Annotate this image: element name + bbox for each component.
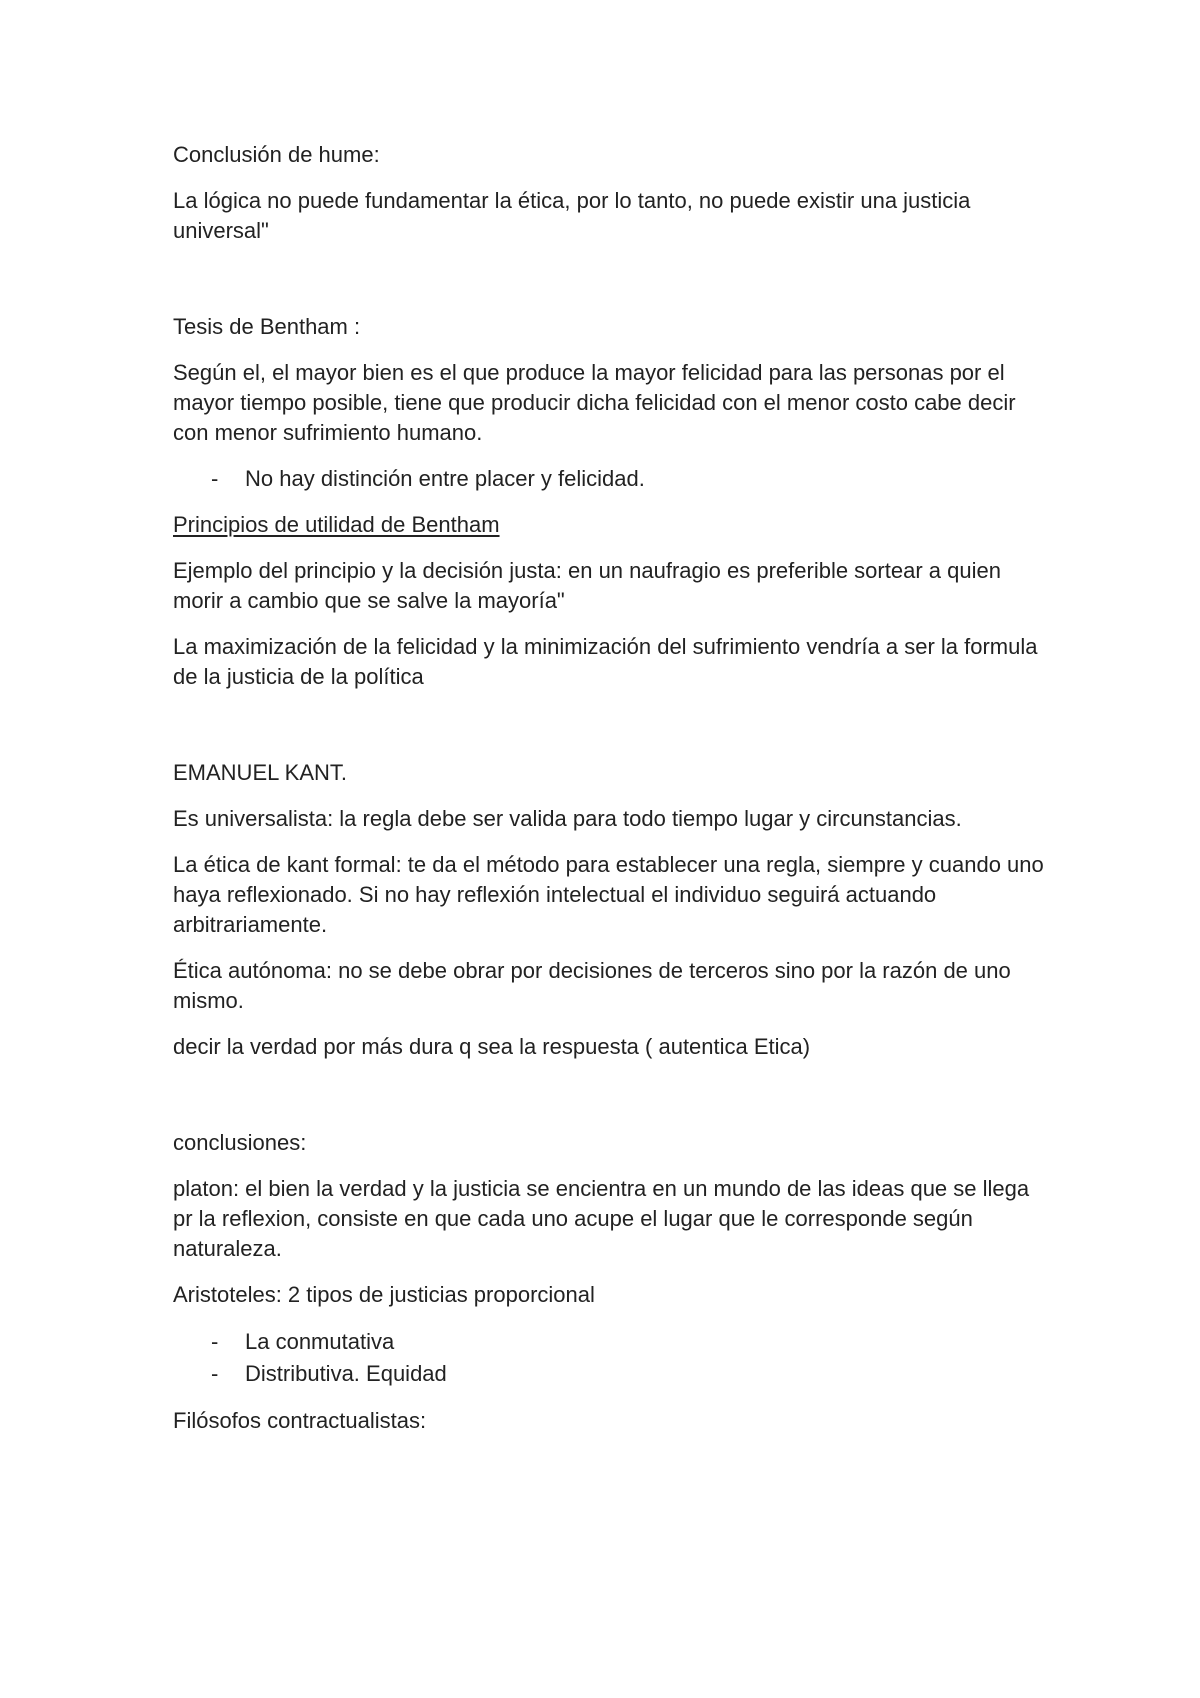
- list-item-text: No hay distinción entre placer y felicidad.: [245, 466, 645, 491]
- list-item: [173, 1326, 1050, 1358]
- dash-bullet-icon: -: [211, 466, 219, 491]
- kant-truth: decir la verdad por más dura q sea la respuesta ( autentica Etica): [173, 1034, 811, 1059]
- spacer: [173, 708, 1050, 758]
- list-item: [173, 464, 1050, 494]
- list-item-text: Distributiva. Equidad: [245, 1361, 447, 1386]
- bentham-bullet-list: [173, 464, 1050, 494]
- spacer: [173, 262, 1050, 312]
- kant-autonomous-ethics: Ética autónoma: no se debe obrar por decisiones de terceros sino por la razón de uno mismo.: [173, 958, 1011, 1013]
- hume-heading: Conclusión de hume:: [173, 142, 380, 167]
- bentham-heading: Tesis de Bentham :: [173, 314, 361, 339]
- bentham-formula: La maximización de la felicidad y la minimización del sufrimiento vendría a ser la formula de la justicia de la política: [173, 634, 1038, 689]
- dash-bullet-icon: -: [211, 1329, 219, 1354]
- bentham-principles-heading: Principios de utilidad de Bentham: [173, 512, 500, 537]
- bentham-thesis: Según el, el mayor bien es el que produce la mayor felicidad para las personas por el mayor tiempo posible, tiene que producir dicha felicidad con el menor costo cabe decir con menor sufrimiento humano.: [173, 360, 1016, 445]
- bentham-example: Ejemplo del principio y la decisión justa: en un naufragio es preferible sortear a quien morir a cambio que se salve la mayoría": [173, 558, 1001, 613]
- contractualists-heading: Filósofos contractualistas:: [173, 1408, 427, 1433]
- kant-formal-ethics: La ética de kant formal: te da el método para establecer una regla, siempre y cuando uno haya reflexionado. Si no hay reflexión intelectual el individuo seguirá actuando arbitrariamente.: [173, 852, 1044, 937]
- platon-conclusion: platon: el bien la verdad y la justicia se encientra en un mundo de las ideas que se llega pr la reflexion, consiste en que cada uno acupe el lugar que le corresponde según naturaleza.: [173, 1176, 1030, 1261]
- conclusions-heading: conclusiones:: [173, 1130, 307, 1155]
- aristoteles-bullet-list: [173, 1326, 1050, 1390]
- list-item: [173, 1358, 1050, 1390]
- kant-universalist: Es universalista: la regla debe ser valida para todo tiempo lugar y circunstancias.: [173, 806, 962, 831]
- dash-bullet-icon: -: [211, 1361, 219, 1386]
- kant-heading: EMANUEL KANT.: [173, 760, 348, 785]
- spacer: [173, 1078, 1050, 1128]
- aristoteles-conclusion: Aristoteles: 2 tipos de justicias proporcional: [173, 1282, 595, 1307]
- hume-conclusion: La lógica no puede fundamentar la ética, por lo tanto, no puede existir una justicia universal": [173, 188, 971, 243]
- list-item-text: La conmutativa: [245, 1329, 395, 1354]
